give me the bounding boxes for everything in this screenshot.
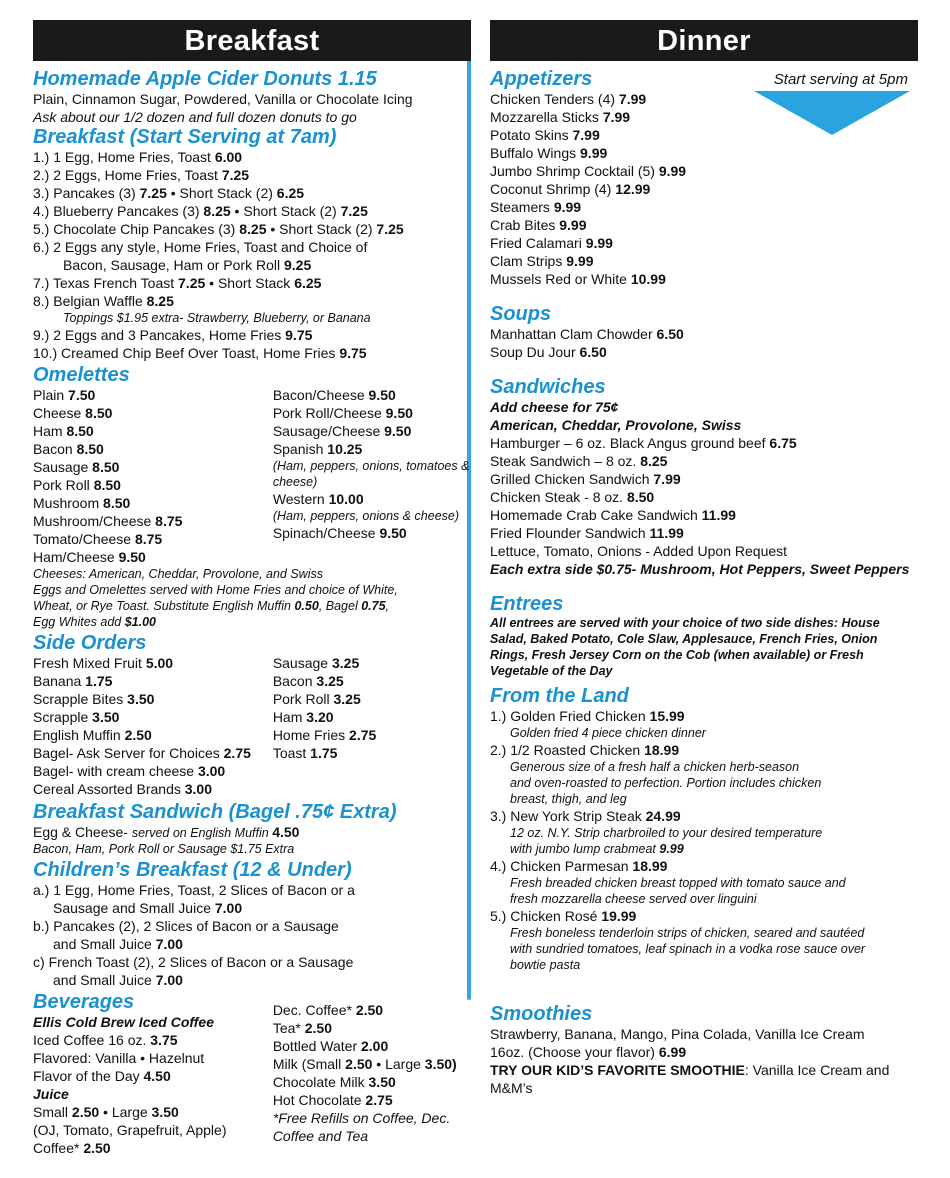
beverages-title: Beverages [33, 991, 135, 1013]
sandwich-item: Fried Flounder Sandwich 11.99 [490, 525, 684, 541]
side-item: Bagel- with cream cheese 3.00 [33, 763, 226, 779]
omelette-item: Spinach/Cheese 9.50 [272, 525, 407, 541]
donuts-title: Homemade Apple Cider Donuts 1.15 [33, 68, 377, 90]
side-item: Sausage 3.25 [272, 655, 360, 671]
land-item-desc: breast, thigh, and leg [510, 792, 627, 806]
side-item: Home Fries 2.75 [272, 727, 377, 743]
breakfast-item: 10.) Creamed Chip Beef Over Toast, Home Fries 9.75 [33, 345, 367, 361]
side-item: Scrapple Bites 3.50 [33, 691, 155, 707]
land-list [490, 707, 918, 973]
sides-section [33, 632, 471, 798]
side-item: Fresh Mixed Fruit 5.00 [33, 655, 174, 671]
breakfast-item-cont: Bacon, Sausage, Ham or Pork Roll 9.25 [63, 257, 312, 273]
add-cheese-note: Add cheese for 75¢ [490, 399, 619, 415]
omelettes-note-2: Wheat, or Rye Toast. Substitute English Muffin 0.50, Bagel 0.75, [33, 599, 390, 613]
omelette-item: Mushroom/Cheese 8.75 [33, 513, 183, 529]
breakfast-title: Breakfast (Start Serving at 7am) [33, 126, 337, 148]
omelettes-note-3: Egg Whites add $1.00 [33, 615, 156, 629]
decaf-item: Dec. Coffee* 2.50 [272, 1002, 384, 1018]
breakfast-sandwich-section [33, 801, 471, 857]
smoothies-title: Smoothies [490, 1003, 593, 1025]
children-item: c) French Toast (2), 2 Slices of Bacon or a Sausage [33, 954, 354, 970]
cold-brew-heading: Ellis Cold Brew Iced Coffee [33, 1014, 215, 1030]
donuts-section [33, 68, 471, 126]
sandwich-extra-note: Bacon, Ham, Pork Roll or Sausage $1.75 Extra [33, 842, 295, 856]
refills-note: *Free Refills on Coffee, Dec. Coffee and Tea [272, 1110, 451, 1144]
breakfast-item: 9.) 2 Eggs and 3 Pancakes, Home Fries 9.75 [33, 327, 313, 343]
omelette-item: Sausage/Cheese 9.50 [272, 423, 412, 439]
smoothie-flavors: Strawberry, Banana, Mango, Pina Colada, Vanilla Ice Cream [490, 1026, 865, 1042]
donuts-flavors: Plain, Cinnamon Sugar, Powdered, Vanilla or Chocolate Icing [33, 91, 413, 107]
children-title: Children’s Breakfast (12 & Under) [33, 859, 352, 881]
appetizers-title: Appetizers [490, 68, 593, 90]
side-item: Ham 3.20 [272, 709, 334, 725]
breakfast-item: 7.) Texas French Toast 7.25 • Short Stack 6.25 [33, 275, 322, 291]
side-item: English Muffin 2.50 [33, 727, 152, 743]
kids-smoothie: TRY OUR KID’S FAVORITE SMOOTHIE: Vanilla Ice Cream and M&M’s [490, 1062, 890, 1096]
omelettes-left-list [33, 386, 273, 566]
omelettes-right-list [273, 386, 471, 566]
omelette-item: Ham/Cheese 9.50 [33, 549, 146, 565]
side-item: Bacon 3.25 [272, 673, 344, 689]
land-title: From the Land [490, 685, 629, 707]
omelettes-note-1: Eggs and Omelettes served with Home Fries and choice of White, [33, 583, 398, 597]
item-note: (Ham, peppers, onions & cheese) [272, 509, 460, 523]
sandwiches-title: Sandwiches [490, 376, 606, 398]
omelette-item: Pork Roll 8.50 [33, 477, 121, 493]
coffee-item: Coffee* 2.50 [33, 1140, 111, 1156]
entrees-section [490, 593, 918, 679]
children-section [33, 859, 471, 989]
children-list [33, 881, 471, 989]
appetizer-item: Potato Skins 7.99 [490, 127, 600, 143]
soups-list [490, 325, 918, 361]
children-item: a.) 1 Egg, Home Fries, Toast, 2 Slices of Bacon or a [33, 882, 355, 898]
omelette-item: Bacon/Cheese 9.50 [272, 387, 396, 403]
omelette-item: Sausage 8.50 [33, 459, 120, 475]
lettuce-note: Lettuce, Tomato, Onions - Added Upon Request [490, 543, 788, 559]
sandwich-item: Grilled Chicken Sandwich 7.99 [490, 471, 681, 487]
breakfast-banner: Breakfast [33, 20, 471, 61]
soups-section [490, 303, 918, 361]
flavor-of-day-item: Flavor of the Day 4.50 [33, 1068, 171, 1084]
breakfast-column [33, 20, 471, 1157]
children-item-cont: Sausage and Small Juice 7.00 [53, 900, 243, 916]
arrow-down-icon [754, 91, 910, 135]
waffle-toppings-note: Toppings $1.95 extra- Strawberry, Blueberry, or Banana [63, 311, 371, 325]
omelette-item: Pork Roll/Cheese 9.50 [272, 405, 413, 421]
sandwich-item: Homemade Crab Cake Sandwich 11.99 [490, 507, 736, 523]
side-item: Scrapple 3.50 [33, 709, 120, 725]
omelettes-section [33, 364, 471, 630]
juice-heading: Juice [33, 1086, 69, 1102]
omelette-item: Spanish 10.25 [272, 441, 363, 457]
appetizer-item: Jumbo Shrimp Cocktail (5) 9.99 [490, 163, 687, 179]
sandwich-item: Hamburger – 6 oz. Black Angus ground beef 6.75 [490, 435, 797, 451]
sandwiches-list [490, 434, 918, 542]
extra-side-note: Each extra side $0.75- Mushroom, Hot Peppers, Sweet Peppers [490, 561, 910, 577]
smoothie-size: 16oz. (Choose your flavor) 6.99 [490, 1044, 687, 1060]
breakfast-item: 4.) Blueberry Pancakes (3) 8.25 • Short Stack (2) 7.25 [33, 203, 368, 219]
breakfast-item: 6.) 2 Eggs any style, Home Fries, Toast and Choice of [33, 239, 368, 255]
sandwich-item: Steak Sandwich – 8 oz. 8.25 [490, 453, 668, 469]
land-item-desc: bowtie pasta [510, 958, 581, 972]
children-item: b.) Pancakes (2), 2 Slices of Bacon or a Sausage [33, 918, 339, 934]
juice-sizes: Small 2.50 • Large 3.50 [33, 1104, 179, 1120]
omelettes-cheeses: Cheeses: American, Cheddar, Provolone, and Swiss [33, 567, 323, 581]
start-serving-note: Start serving at 5pm [773, 71, 908, 88]
side-item: Pork Roll 3.25 [272, 691, 361, 707]
land-item-desc: and oven-roasted to perfection. Portion includes chicken [510, 776, 822, 790]
appetizer-item: Mussels Red or White 10.99 [490, 271, 666, 287]
land-item-desc: Generous size of a fresh half a chicken herb-season [510, 760, 800, 774]
dinner-column [490, 20, 918, 1097]
omelette-item: Tomato/Cheese 8.75 [33, 531, 163, 547]
land-item-desc: with jumbo lump crabmeat 9.99 [510, 842, 684, 856]
entrees-note: All entrees are served with your choice of two side dishes: House Salad, Baked Potato, Cole Slaw, Applesauce, French Fries, Onion Rings, Fresh Jersey Corn on the Cob (when available) or Fresh Vegetable of the Day [490, 616, 880, 678]
land-item: 1.) Golden Fried Chicken 15.99 [490, 708, 685, 724]
soup-item: Manhattan Clam Chowder 6.50 [490, 326, 684, 342]
land-item-desc: Golden fried 4 piece chicken dinner [510, 726, 706, 740]
breakfast-item: 8.) Belgian Waffle 8.25 [33, 293, 174, 309]
egg-cheese-item: Egg & Cheese- served on English Muffin 4.50 [33, 824, 300, 840]
iced-coffee-item: Iced Coffee 16 oz. 3.75 [33, 1032, 178, 1048]
omelette-item: Cheese 8.50 [33, 405, 113, 421]
appetizer-item: Coconut Shrimp (4) 12.99 [490, 181, 651, 197]
breakfast-item: 3.) Pancakes (3) 7.25 • Short Stack (2) 6.25 [33, 185, 305, 201]
omelette-item: Ham 8.50 [33, 423, 94, 439]
soup-item: Soup Du Jour 6.50 [490, 344, 607, 360]
appetizer-item: Clam Strips 9.99 [490, 253, 594, 269]
sides-left-list [33, 654, 273, 798]
breakfast-sandwich-title: Breakfast Sandwich (Bagel .75¢ Extra) [33, 801, 397, 823]
omelette-item: Mushroom 8.50 [33, 495, 131, 511]
appetizer-item: Steamers 9.99 [490, 199, 582, 215]
appetizer-item: Fried Calamari 9.99 [490, 235, 613, 251]
sides-title: Side Orders [33, 632, 147, 654]
land-section [490, 685, 918, 973]
land-item: 3.) New York Strip Steak 24.99 [490, 808, 681, 824]
side-item: Bagel- Ask Server for Choices 2.75 [33, 745, 251, 761]
omelettes-title: Omelettes [33, 364, 130, 386]
tea-item: Tea* 2.50 [272, 1020, 332, 1036]
land-item-desc: Fresh boneless tenderloin strips of chicken, seared and sautéed [510, 926, 865, 940]
land-item: 5.) Chicken Rosé 19.99 [490, 908, 637, 924]
land-item-desc: with sundried tomatoes, leaf spinach in a vodka rose sauce over [510, 942, 866, 956]
omelette-item: Bacon 8.50 [33, 441, 104, 457]
sandwich-item: Chicken Steak - 8 oz. 8.50 [490, 489, 655, 505]
breakfast-item: 2.) 2 Eggs, Home Fries, Toast 7.25 [33, 167, 250, 183]
appetizer-item: Mozzarella Sticks 7.99 [490, 109, 631, 125]
item-note: (Ham, peppers, onions, tomatoes & cheese) [272, 459, 470, 489]
cheese-types-note: American, Cheddar, Provolone, Swiss [490, 417, 742, 433]
soups-title: Soups [490, 303, 552, 325]
children-item-cont: and Small Juice 7.00 [53, 972, 183, 988]
breakfast-section [33, 126, 471, 362]
omelette-item: Plain 7.50 [33, 387, 96, 403]
omelette-item: Western 10.00 [272, 491, 364, 507]
children-item-cont: and Small Juice 7.00 [53, 936, 183, 952]
beverages-section [33, 991, 471, 1157]
land-item-desc: Fresh breaded chicken breast topped with tomato sauce and [510, 876, 846, 890]
smoothies-section [490, 1003, 918, 1097]
chocolate-milk-item: Chocolate Milk 3.50 [272, 1074, 396, 1090]
side-item: Banana 1.75 [33, 673, 113, 689]
sandwiches-section [490, 376, 918, 578]
breakfast-list [33, 148, 471, 362]
breakfast-item: 5.) Chocolate Chip Pancakes (3) 8.25 • Short Stack (2) 7.25 [33, 221, 404, 237]
appetizer-item: Buffalo Wings 9.99 [490, 145, 608, 161]
side-item: Toast 1.75 [272, 745, 338, 761]
flavored-item: Flavored: Vanilla • Hazelnut [33, 1050, 205, 1066]
side-item: Cereal Assorted Brands 3.00 [33, 781, 212, 797]
hot-chocolate-item: Hot Chocolate 2.75 [272, 1092, 393, 1108]
dinner-banner: Dinner [490, 20, 918, 61]
land-item: 2.) 1/2 Roasted Chicken 18.99 [490, 742, 680, 758]
land-item: 4.) Chicken Parmesan 18.99 [490, 858, 668, 874]
sides-right-list [273, 654, 471, 798]
milk-item: Milk (Small 2.50 • Large 3.50) [272, 1056, 457, 1072]
water-item: Bottled Water 2.00 [272, 1038, 389, 1054]
land-item-desc: 12 oz. N.Y. Strip charbroiled to your desired temperature [510, 826, 823, 840]
entrees-title: Entrees [490, 593, 564, 615]
appetizer-item: Crab Bites 9.99 [490, 217, 587, 233]
breakfast-item: 1.) 1 Egg, Home Fries, Toast 6.00 [33, 149, 243, 165]
appetizer-item: Chicken Tenders (4) 7.99 [490, 91, 647, 107]
land-item-desc: fresh mozzarella cheese served over linguini [510, 892, 757, 906]
juice-types: (OJ, Tomato, Grapefruit, Apple) [33, 1122, 227, 1138]
donuts-note: Ask about our 1/2 dozen and full dozen donuts to go [33, 109, 357, 125]
